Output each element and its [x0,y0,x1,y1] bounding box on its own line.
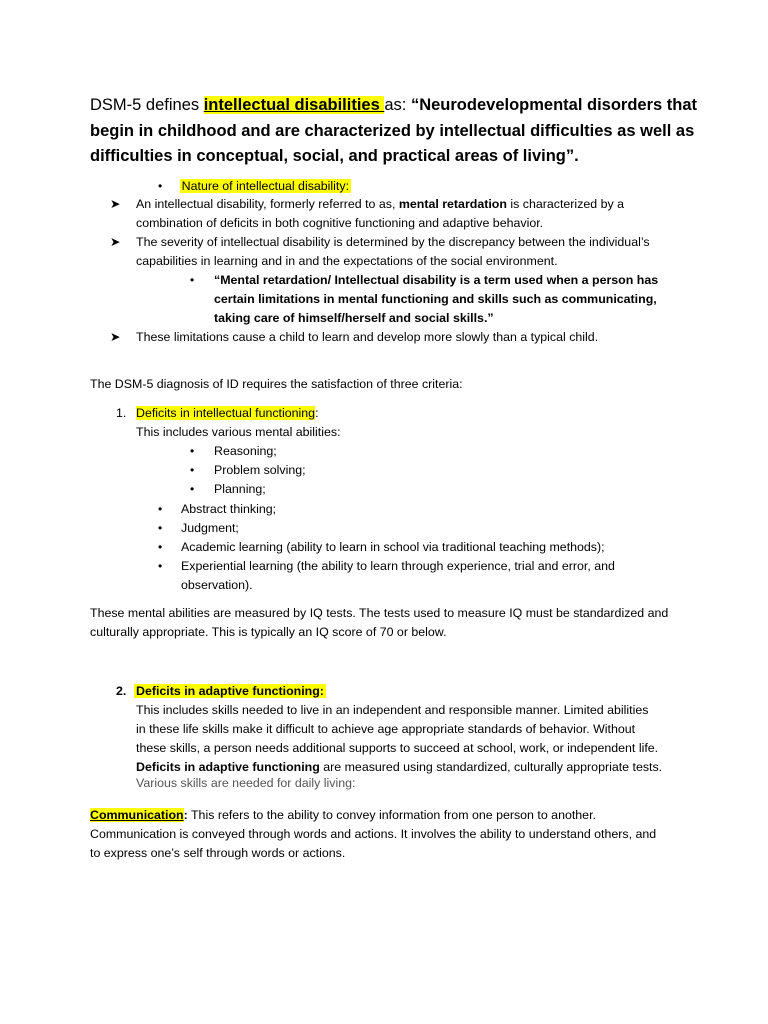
criterion-2-line-1: This includes skills needed to live in an independent and responsible manner. Limited abilities [136,703,649,717]
nature-label: Nature of intellectual disability: [181,179,350,193]
arrow-item-1 [110,195,120,214]
bullet-icon [190,480,194,499]
communication-colon: : [183,808,188,822]
inner-bullet-planning: Planning; [214,482,266,496]
outer-bullet-judgment: Judgment; [181,521,239,535]
outer-bullet-academic: Academic learning (ability to learn in school via traditional teaching methods); [181,540,605,554]
outer-bullet-experiential: Experiential learning (the ability to learn through experience, trial and error, and [181,559,615,573]
criterion-2-line-3: these skills, a person needs additional supports to succeed at school, work, or independent life. [136,741,659,755]
bullet-icon [190,461,194,480]
bullet-icon [158,557,162,576]
nature-label-row [158,177,351,196]
criterion-2-number: 2. [116,684,127,698]
heading-prefix: DSM-5 defines [90,96,204,114]
criterion-1-heading [136,404,319,423]
criterion-1-label: Deficits in intellectual functioning [136,406,316,420]
arrow-bullet-icon: ➤ [110,330,121,344]
bullet-icon [158,538,162,557]
criterion-2-line-4 [136,758,662,777]
outer-bullet-experiential-cont: observation). [181,578,253,592]
inner-bullet-problem-solving: Problem solving; [214,463,306,477]
criterion-2-heading [134,682,326,701]
bullet-icon [158,500,162,519]
criterion-1-intro: This includes various mental abilities: [136,425,341,439]
communication-label: Communication [90,808,184,822]
heading-term: intellectual disabilities [203,96,385,114]
arrow-item-1-text-a: An intellectual disability, formerly referred to as, [136,197,399,211]
heading-as: as: [384,96,411,114]
iq-paragraph-line-2: culturally appropriate. This is typically an IQ score of 70 or below. [90,625,447,639]
criterion-2-line-2: in these life skills make it difficult to achieve age appropriate standards of behavior. Without [136,722,636,736]
heading-line-3: difficulties in conceptual, social, and practical areas of living”. [90,147,579,165]
criterion-1-colon: : [315,406,319,420]
criterion-1-number: 1. [116,406,127,420]
communication-line-3: to express one’s self through words or actions. [90,846,346,860]
bullet-icon [158,179,162,193]
iq-paragraph-line-1: These mental abilities are measured by IQ tests. The tests used to measure IQ must be standardized and [90,606,669,620]
quote-line-1: “Mental retardation/ Intellectual disability is a term used when a person has [214,273,659,287]
communication-text-1: This refers to the ability to convey information from one person to another. [187,808,596,822]
quote-line-3: taking care of himself/herself and social skills.” [214,311,494,325]
criteria-intro: The DSM-5 diagnosis of ID requires the satisfaction of three criteria: [90,377,463,391]
arrow-item-1-bold: mental retardation [398,197,507,211]
heading-quote-1: “Neurodevelopmental disorders that [410,96,698,114]
bullet-icon [190,442,194,461]
inner-bullet-reasoning: Reasoning; [214,444,277,458]
arrow-item-3: These limitations cause a child to learn and develop more slowly than a typical child. [136,330,599,344]
arrow-item-2-line-1: The severity of intellectual disability is determined by the discrepancy between the individual’s [136,235,650,249]
arrow-item-1-text-c: is characterized by a [506,197,625,211]
arrow-item-2-line-2: capabilities in learning and in and the expectations of the social environment. [136,254,558,268]
bullet-icon [158,519,162,538]
criterion-2-gray-line: Various skills are needed for daily living: [136,776,356,790]
criterion-2-label: Deficits in adaptive functioning: [136,684,324,698]
criterion-2-bold-rest: are measured using standardized, culturally appropriate tests. [319,760,663,774]
bullet-icon [190,271,194,290]
criterion-2-bold-lead: Deficits in adaptive functioning [136,760,320,774]
quote-line-2: certain limitations in mental functioning and skills such as communicating, [214,292,657,306]
communication-line-1 [90,806,596,825]
outer-bullet-abstract: Abstract thinking; [181,502,277,516]
heading-line-2: begin in childhood and are characterized by intellectual difficulties as well as [90,122,695,140]
arrow-item-1-line-2: combination of deficits in both cognitive functioning and adaptive behavior. [136,216,544,230]
heading-line-1 [90,92,697,118]
arrow-item-1-line-1 [136,195,624,214]
communication-line-2: Communication is conveyed through words and actions. It involves the ability to understand others, and [90,827,657,841]
arrow-bullet-icon: ➤ [110,197,121,211]
arrow-bullet-icon: ➤ [110,235,121,249]
